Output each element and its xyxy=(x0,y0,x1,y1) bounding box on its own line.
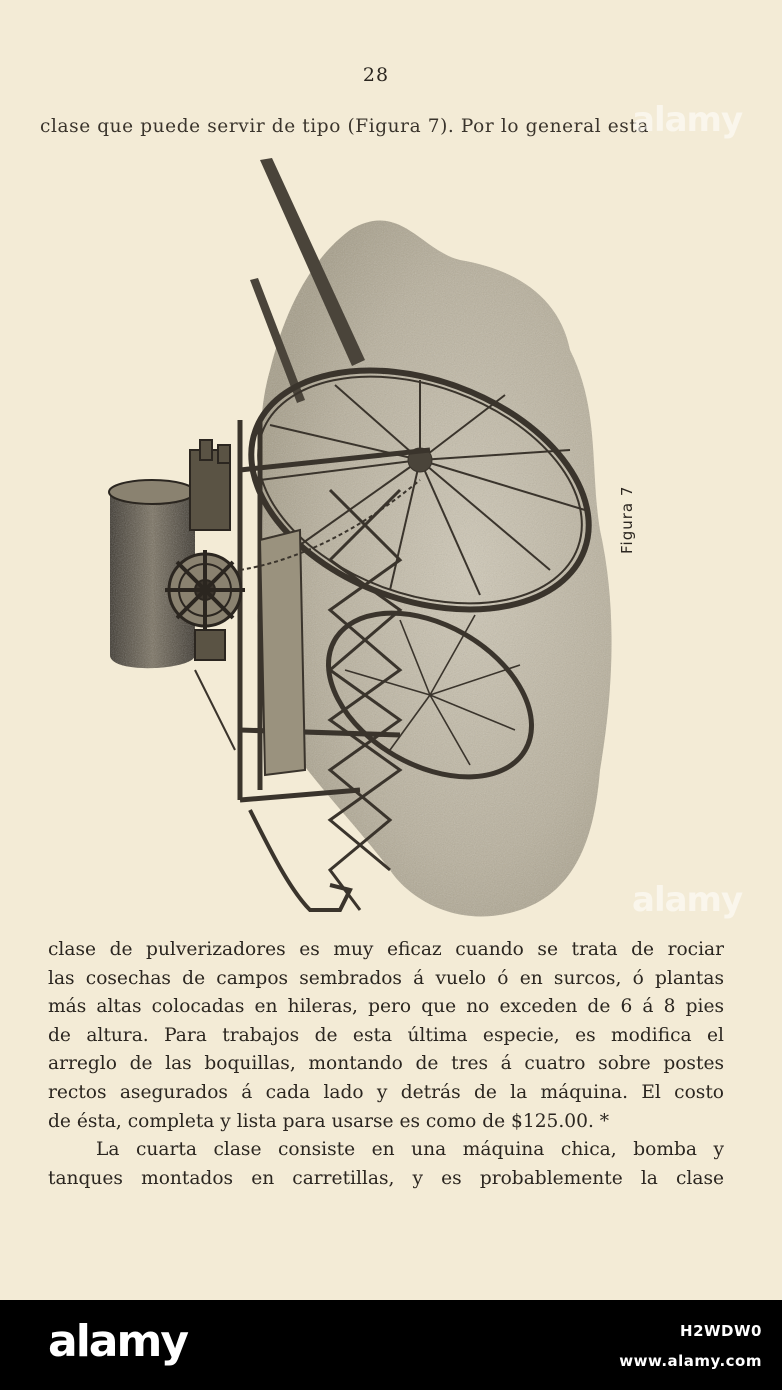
body-text xyxy=(48,936,724,1193)
body-line: La cuarta clase consiste en una máquina chica, bomba y xyxy=(96,1139,724,1161)
body-line: más altas colocadas en hileras, pero que no exceden de 6 á 8 pies xyxy=(48,996,724,1018)
stock-footer-bar xyxy=(0,1300,782,1390)
footer-url: www.alamy.com xyxy=(619,1352,762,1370)
figure-illustration xyxy=(100,150,640,930)
body-line: arreglo de las boquillas, montando de tres á cuatro sobre postes xyxy=(48,1053,724,1075)
body-line: rectos asegurados á cada lado y detrás de la máquina. El costo xyxy=(48,1081,724,1103)
drive-gear xyxy=(165,550,245,630)
figure-caption: Figura 7 xyxy=(618,485,636,555)
body-line: las cosechas de campos sembrados á vuelo ó en surcos, ó plantas xyxy=(48,967,724,989)
body-line: tanques montados en carretillas, y es probablemente la clase xyxy=(48,1167,724,1189)
sprayer-machine-illustration xyxy=(100,150,640,930)
body-line: de ésta, completa y lista para usarse es como de $125.00. * xyxy=(48,1110,610,1132)
alamy-logo: alamy xyxy=(48,1316,187,1367)
page-number: 28 xyxy=(362,64,390,86)
frame-panel xyxy=(260,530,305,775)
body-line: clase de pulverizadores es muy eficaz cuando se trata de rociar xyxy=(48,939,724,960)
image-id: H2WDW0 xyxy=(680,1322,762,1340)
top-text-line: clase que puede servir de tipo (Figura 7). Por lo general esta xyxy=(40,116,650,137)
watermark: alamy xyxy=(632,100,743,140)
body-line: de altura. Para trabajos de esta última especie, es modifica el xyxy=(48,1024,724,1046)
watermark: alamy xyxy=(632,880,743,920)
